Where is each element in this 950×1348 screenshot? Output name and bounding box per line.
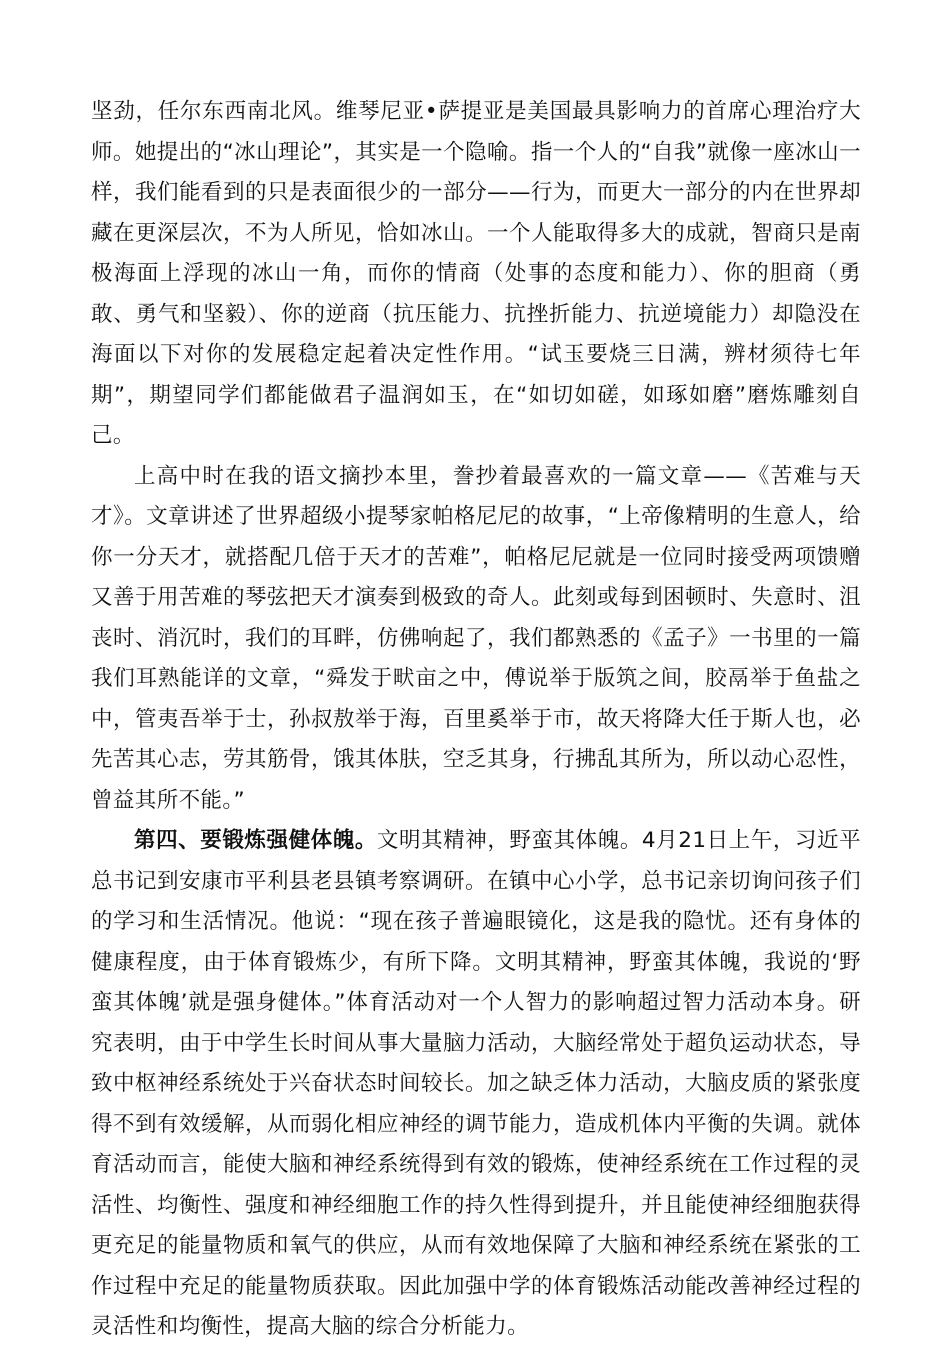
paragraph-suffering-and-genius [91,457,861,822]
paragraph-physical-fitness [91,821,861,1348]
document-page [91,92,861,1348]
paragraph-iceberg-theory [91,92,861,457]
section-heading: 第四、要锻炼强健体魄。 [134,828,377,853]
paragraph-text: 上高中时在我的语文摘抄本里，誊抄着最喜欢的一篇文章——《苦难与天才》。文章讲述了世界超级小提琴家帕格尼尼的故事，“上帝像精明的生意人，给你一分天才，就搭配几倍于天才的苦难”，帕格尼尼就是一位同时接受两项馈赠又善于用苦难的琴弦把天才演奏到极致的奇人。此刻或每到困顿时、失意时、沮丧时、消沉时，我们的耳畔，仿佛响起了，我们都熟悉的《孟子》一书里的一篇我们耳熟能详的文章，“舜发于畎亩之中，傅说举于版筑之间，胶鬲举于鱼盐之中，管夷吾举于士，孙叔敖举于海，百里奚举于市，故天将降大任于斯人也，必先苦其心志，劳其筋骨，饿其体肤，空乏其身，行拂乱其所为，所以动心忍性，曾益其所不能。” [91,463,861,813]
paragraph-text: 文明其精神，野蛮其体魄。4月21日上午，习近平总书记到安康市平利县老县镇考察调研。在镇中心小学，总书记亲切询问孩子们的学习和生活情况。他说：“现在孩子普遍眼镜化，这是我的隐忧。还有身体的健康程度，由于体育锻炼少，有所下降。文明其精神，野蛮其体魄，我说的‘野蛮其体魄’就是强身健体。”体育活动对一个人智力的影响超过智力活动本身。研究表明，由于中学生长时间从事大量脑力活动，大脑经常处于超负运动状态，导致中枢神经系统处于兴奋状态时间较长。加之缺乏体力活动，大脑皮质的紧张度得不到有效缓解，从而弱化相应神经的调节能力，造成机体内平衡的失调。就体育活动而言，能使大脑和神经系统得到有效的锻炼，使神经系统在工作过程的灵活性、均衡性、强度和神经细胞工作的持久性得到提升，并且能使神经细胞获得更充足的能量物质和氧气的供应，从而有效地保障了大脑和神经系统在紧张的工作过程中充足的能量物质获取。因此加强中学的体育锻炼活动能改善神经过程的灵活性和均衡性，提高大脑的综合分析能力。 [91,828,861,1339]
paragraph-text: 坚劲，任尔东西南北风。维琴尼亚•萨提亚是美国最具影响力的首席心理治疗大师。她提出的“冰山理论”，其实是一个隐喻。指一个人的“自我”就像一座冰山一样，我们能看到的只是表面很少的一部分——行为，而更大一部分的内在世界却藏在更深层次，不为人所见，恰如冰山。一个人能取得多大的成就，智商只是南极海面上浮现的冰山一角，而你的情商（处事的态度和能力）、你的胆商（勇敢、勇气和坚毅）、你的逆商（抗压能力、抗挫折能力、抗逆境能力）却隐没在海面以下对你的发展稳定起着决定性作用。“试玉要烧三日满，辨材须待七年期”，期望同学们都能做君子温润如玉，在“如切如磋，如琢如磨”磨炼雕刻自己。 [91,99,861,448]
